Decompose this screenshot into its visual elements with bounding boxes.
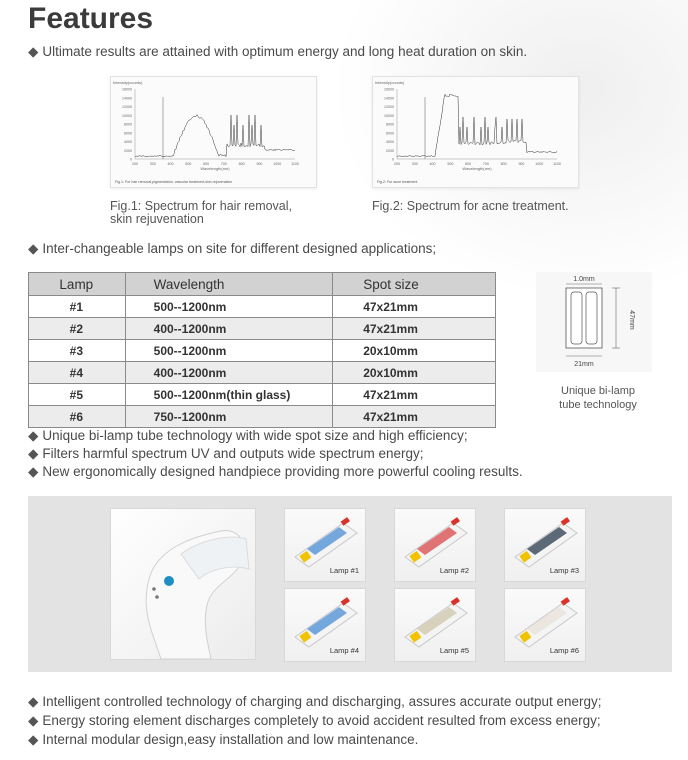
lamp-label: Lamp #4 xyxy=(329,646,359,655)
spectrum-ytick: 16000 xyxy=(122,87,132,92)
figure-1-caption: Fig.1: Spectrum for hair removal, skin rejuvenation xyxy=(110,199,293,226)
feature-bullet: ◆ New ergonomically designed handpiece providing more powerful cooling results. xyxy=(28,464,523,479)
spectrum-curve xyxy=(397,94,557,157)
handpiece-photo xyxy=(110,508,256,660)
spectrum-xtick: 200 xyxy=(394,162,400,166)
spectrum-xtick: 200 xyxy=(132,162,138,166)
diamond-bullet-icon: ◆ xyxy=(28,241,39,256)
diamond-bullet-icon: ◆ xyxy=(28,464,39,479)
spectrum-xtick: 500 xyxy=(447,162,454,166)
lamp-label: Lamp #6 xyxy=(549,646,579,655)
spectrum-xtick: 500 xyxy=(185,162,192,166)
spectrum-2-svg xyxy=(373,77,578,187)
header-spot-size: Spot size xyxy=(333,273,496,296)
lamp-label: Lamp #2 xyxy=(439,566,469,575)
spectrum-ytick: 10000 xyxy=(122,113,132,118)
page-title: Features xyxy=(28,2,154,35)
spectrum-xtick: 1000 xyxy=(273,162,282,166)
spectrum-ytick: 12000 xyxy=(384,105,394,109)
spectrum-1-svg xyxy=(111,77,316,187)
diamond-bullet-icon: ◆ xyxy=(28,446,39,461)
feature-bullet: ◆ Internal modular design,easy installation and low maintenance. xyxy=(28,732,419,747)
spectrum-xtick: 600 xyxy=(465,162,472,166)
bottom-dimension-label: 21mm xyxy=(574,361,594,368)
spectrum-xtick: 800 xyxy=(238,162,245,166)
spectrum-ytick: 4000 xyxy=(124,140,132,144)
spectrum-ytick: 8000 xyxy=(386,122,394,127)
top-dimension-label: 1.0mm xyxy=(573,276,595,283)
table-header-row xyxy=(29,273,496,296)
spectrum-xtick: 1100 xyxy=(291,162,299,166)
table-row: #5 500--1200nm(thin glass) 47x21mm xyxy=(29,384,496,406)
spectrum-xtick: 700 xyxy=(482,162,489,166)
figure-2-caption: Fig.2: Spectrum for acne treatment. xyxy=(372,199,569,213)
table-row: #4 400--1200nm 20x10mm xyxy=(29,362,496,384)
spectrum-xtick: 800 xyxy=(500,162,507,166)
spectrum-xtick: 900 xyxy=(256,162,263,166)
feature-bullet: ◆ Unique bi-lamp tube technology with wide spot size and high efficiency; xyxy=(28,428,468,443)
header-lamp: Lamp xyxy=(29,273,126,296)
handpiece-svg xyxy=(111,509,255,659)
spectrum-inner-caption: Fig.2: For acne treatment xyxy=(377,180,418,184)
spectrum-ytick: 8000 xyxy=(124,122,132,127)
diamond-bullet-icon: ◆ xyxy=(28,44,39,59)
spectrum-ytick: 12000 xyxy=(122,105,132,109)
lamp-spec-table xyxy=(28,272,496,428)
spectrum-ytick: 0 xyxy=(392,157,394,162)
spectrum-ytick: 6000 xyxy=(386,131,394,136)
lamp-photo xyxy=(504,508,586,582)
spectrum-ytick: 6000 xyxy=(124,131,132,136)
table-row: #2 400--1200nm 47x21mm xyxy=(29,318,496,340)
spectrum-ylabel: Intensity(counts) xyxy=(113,80,143,85)
table-row: #3 500--1200nm 20x10mm xyxy=(29,340,496,362)
spectrum-curve xyxy=(135,115,295,157)
product-photo-band xyxy=(28,496,672,672)
table-row: #6 750--1200nm 47x21mm xyxy=(29,406,496,428)
spectrum-inner-caption: Fig.1: For hair removal,pigmentation, vascular treatment,skin rejuvenation xyxy=(115,180,233,184)
spectrum-ytick: 0 xyxy=(130,157,132,162)
spectrum-ytick: 16000 xyxy=(384,87,394,92)
feature-bullet: ◆ Energy storing element discharges completely to avoid accident resulted from excess energy; xyxy=(28,713,601,728)
lamp-label: Lamp #1 xyxy=(329,566,359,575)
spectrum-ytick: 10000 xyxy=(384,113,394,118)
bi-lamp-svg xyxy=(536,272,652,372)
spectrum-xtick: 300 xyxy=(149,162,156,166)
spectrum-xtick: 300 xyxy=(411,162,418,166)
spectrum-chart-1 xyxy=(110,76,317,188)
spectrum-xtick: 400 xyxy=(429,162,436,166)
spectrum-xlabel: Wavelength(nm) xyxy=(462,166,492,171)
feature-bullet: ◆ Inter-changeable lamps on site for different designed applications; xyxy=(28,241,437,256)
spectrum-xtick: 600 xyxy=(203,162,210,166)
header-wavelength: Wavelength xyxy=(125,273,333,296)
diamond-bullet-icon: ◆ xyxy=(28,694,39,709)
spectrum-xtick: 900 xyxy=(518,162,525,166)
lamp-label: Lamp #5 xyxy=(439,646,469,655)
spectrum-xtick: 1100 xyxy=(553,162,561,166)
spectrum-ytick: 14000 xyxy=(384,96,394,101)
spectrum-xtick: 1000 xyxy=(535,162,544,166)
lamp-photo xyxy=(284,508,366,582)
spectrum-xtick: 400 xyxy=(167,162,174,166)
spectrum-ytick: 4000 xyxy=(386,140,394,144)
diamond-bullet-icon: ◆ xyxy=(28,713,39,728)
bi-lamp-diagram xyxy=(536,272,652,372)
spectrum-ytick: 14000 xyxy=(122,96,132,101)
spectrum-chart-2 xyxy=(372,76,579,188)
lamp-photo xyxy=(394,508,476,582)
spectrum-ytick: 2000 xyxy=(386,148,394,153)
diamond-bullet-icon: ◆ xyxy=(28,732,39,747)
lamp-label: Lamp #3 xyxy=(549,566,579,575)
bi-lamp-caption: Unique bi-lamp tube technology xyxy=(559,385,637,411)
feature-bullet: ◆ Intelligent controlled technology of charging and discharging, assures accurate output energy; xyxy=(28,694,602,709)
feature-bullet: ◆ Filters harmful spectrum UV and outputs wide spectrum energy; xyxy=(28,446,424,461)
table-row: #1 500--1200nm 47x21mm xyxy=(29,296,496,318)
lamp-photo xyxy=(394,588,476,662)
spectrum-xtick: 700 xyxy=(220,162,227,166)
diamond-bullet-icon: ◆ xyxy=(28,428,39,443)
feature-bullet: ◆ Ultimate results are attained with optimum energy and long heat duration on skin. xyxy=(28,44,528,59)
side-dimension-label: 47mm xyxy=(628,310,635,330)
spectrum-ylabel: Intensity(counts) xyxy=(375,80,405,85)
lamp-photo xyxy=(284,588,366,662)
spectrum-ytick: 2000 xyxy=(124,148,132,153)
spectrum-xlabel: Wavelength(nm) xyxy=(200,166,230,171)
lamp-photo xyxy=(504,588,586,662)
